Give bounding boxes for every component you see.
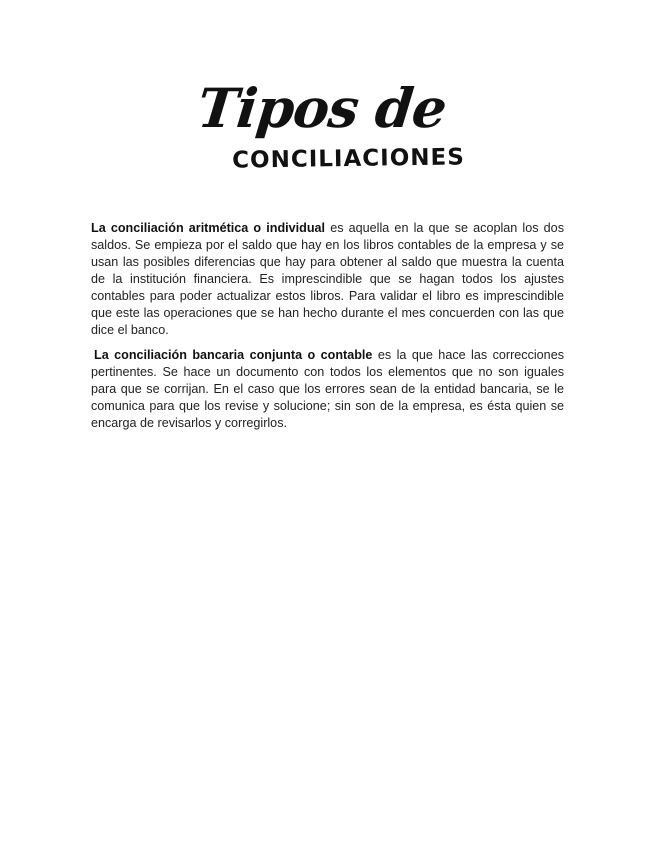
paragraph-conciliacion-aritmetica [91,220,564,339]
page-title: Tipos de [194,76,449,140]
title-block [0,76,655,174]
paragraph-heading-bold: La conciliación aritmética o individual [91,221,326,235]
paragraph-text: es la que hace las correcciones pertinentes. Se hace un documento con todos los elementos que no son iguales para que se corrijan. En el caso que los errores sean de la entidad bancaria, se le comunica para que los revise y solucione; sin son de la empresa, es ésta quien se encarga de revisarlos y corregirlos. [91,348,564,430]
page-subtitle: CONCILIACIONES [232,144,465,174]
paragraph-conciliacion-bancaria [91,347,564,432]
paragraph-heading-bold: La conciliación bancaria conjunta o contable [94,348,373,362]
paragraph-text: es aquella en la que se acoplan los dos saldos. Se empieza por el saldo que hay en los libros contables de la empresa y se usan las posibles diferencias que hay para obtener al saldo que muestra la cuenta de la institución financiera. Es imprescindible que se hagan todos los ajustes contables para poder actualizar estos libros. Para validar el libro es imprescindible que este las operaciones que se han hecho durante el mes concuerden con las que dice el banco. [91,221,564,337]
document-body [91,220,564,440]
